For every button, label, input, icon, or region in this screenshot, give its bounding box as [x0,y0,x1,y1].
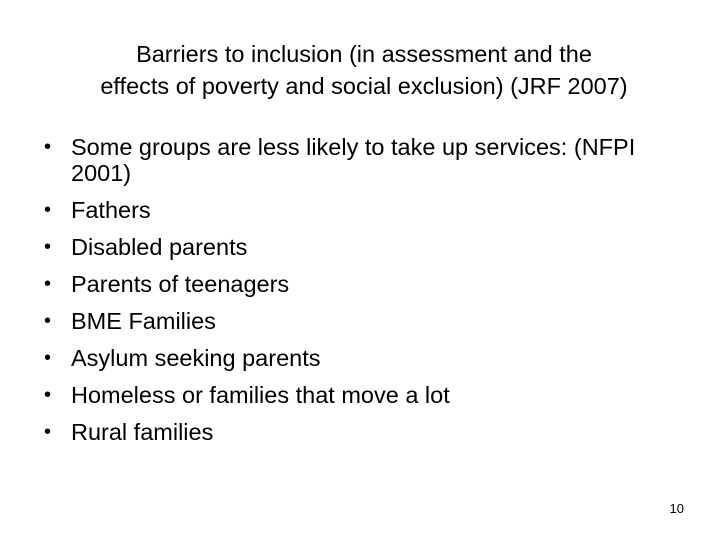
bullet-icon: • [44,421,52,443]
bullet-icon: • [44,273,52,295]
bullet-icon: • [44,310,52,332]
slide-title [20,38,708,102]
list-item [44,271,694,297]
bullet-icon: • [44,347,52,369]
list-item [44,345,694,371]
list-item [44,134,694,186]
list-item-text: Fathers [71,197,151,223]
bullet-icon: • [44,384,52,406]
bullet-icon: • [44,236,52,258]
list-item [44,308,694,334]
list-item [44,382,694,408]
bullet-icon: • [44,136,52,158]
list-item-text: Asylum seeking parents [71,345,321,371]
list-item-text: Disabled parents [71,234,248,260]
list-item [44,197,694,223]
slide-title-line: Barriers to inclusion (in assessment and the [136,41,592,67]
list-item-text: Some groups are less likely to take up services: (NFPI 2001) [71,134,636,186]
list-item [44,419,694,445]
slide-title-line: effects of poverty and social exclusion) (JRF 2007) [100,73,628,99]
bullet-icon: • [44,199,52,221]
list-item-text: Parents of teenagers [71,271,290,297]
page-number: 10 [669,501,684,516]
list-item-text: Rural families [71,419,214,445]
list-item-text: BME Families [71,308,216,334]
list-item-text: Homeless or families that move a lot [71,382,450,408]
bullet-list [44,134,694,456]
list-item [44,234,694,260]
